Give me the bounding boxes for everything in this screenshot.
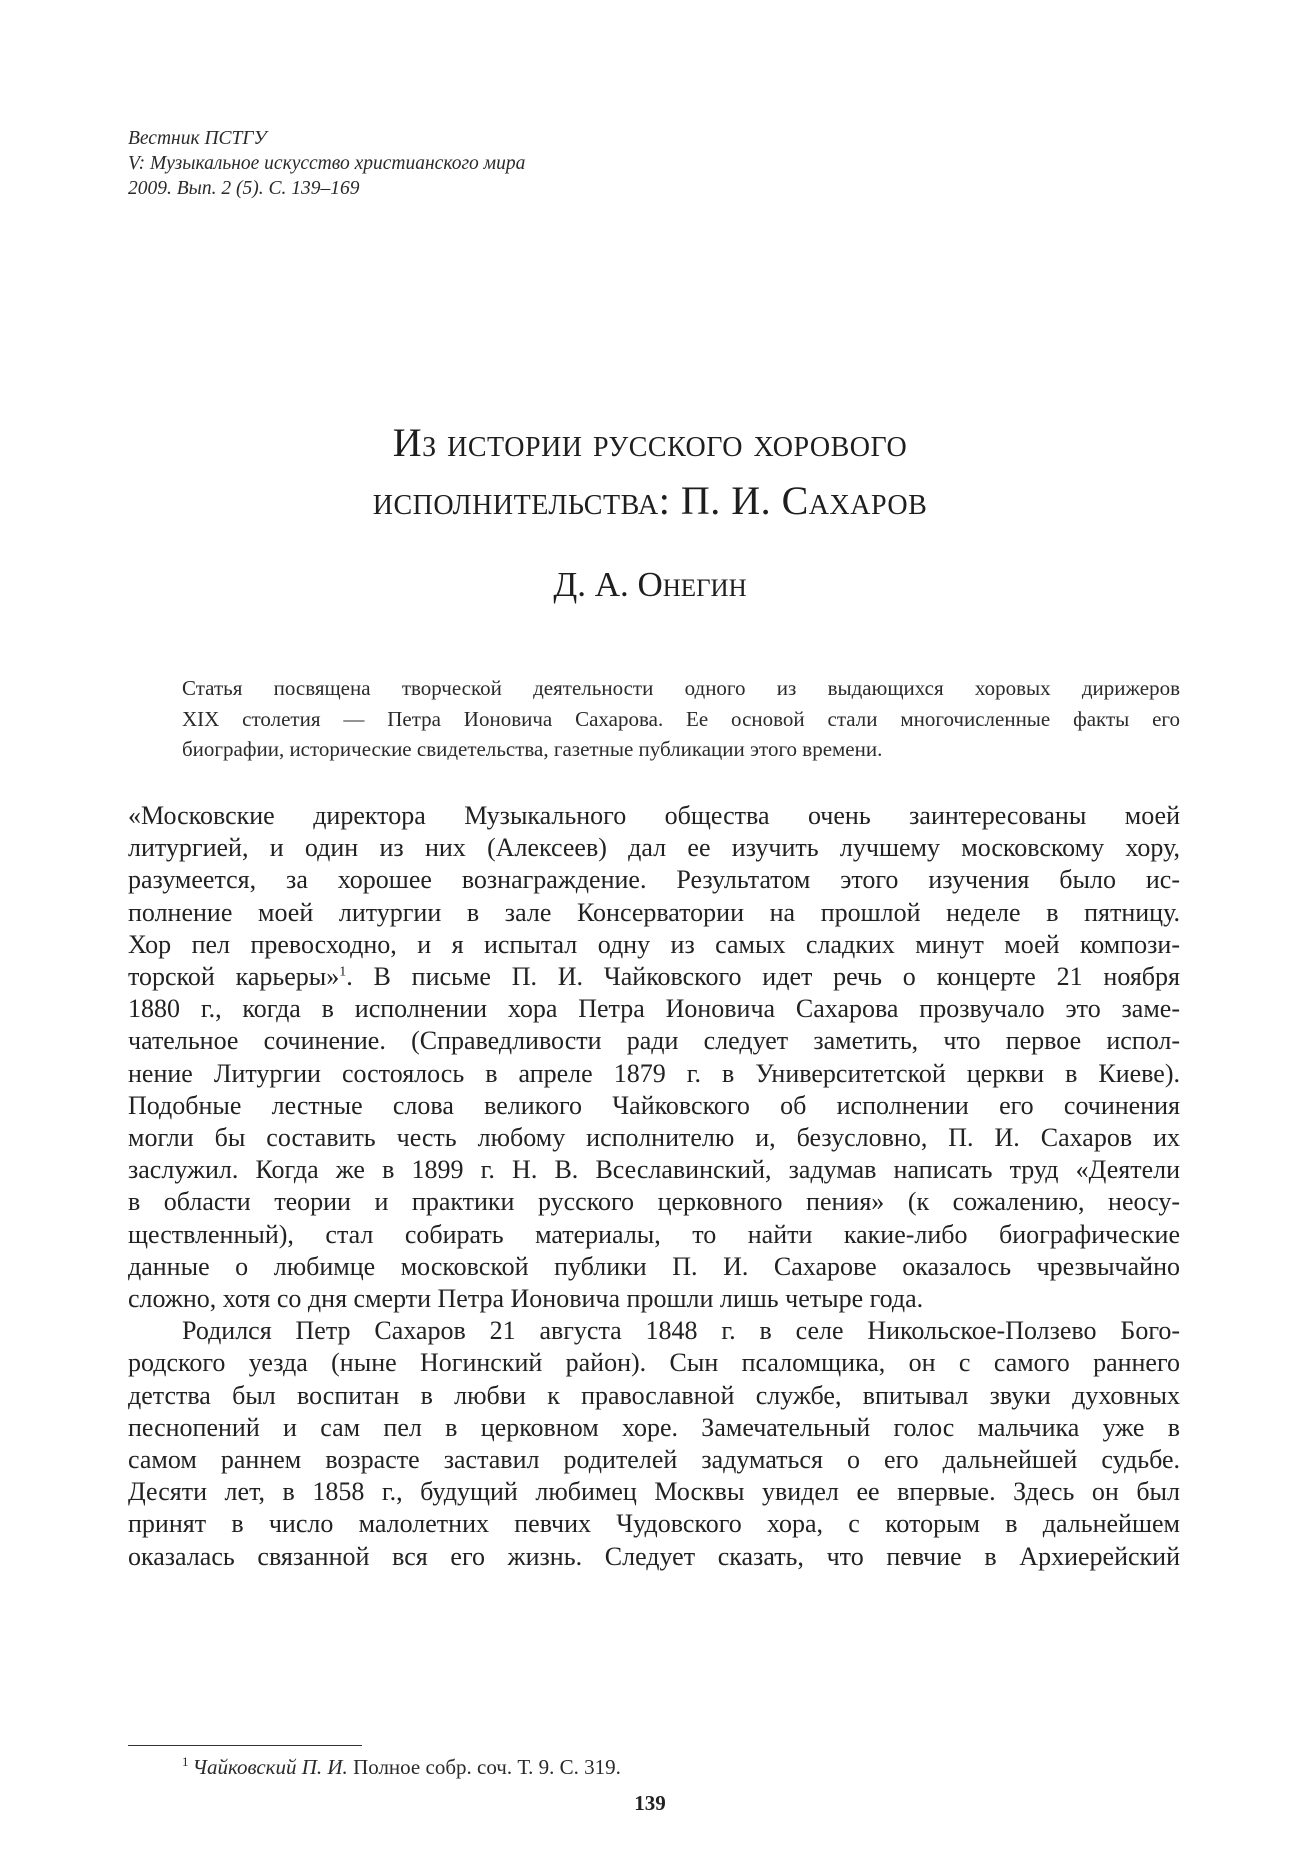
body-line-with-footnote-ref <box>128 961 1180 993</box>
body-line: Подобные лестные слова великого Чайковского об исполнении его сочинения <box>128 1090 1180 1120</box>
journal-name: Вестник ПСТГУ <box>128 128 267 149</box>
journal-issue: 2009. Вып. 2 (5). С. 139–169 <box>128 178 360 199</box>
journal-series: V: Музыкальное искусство христианского мира <box>128 153 526 174</box>
body-line: могли бы составить честь любому исполнителю и, безусловно, П. И. Сахаров их <box>128 1123 1180 1153</box>
article-title <box>0 414 1300 530</box>
article-abstract <box>182 673 1180 765</box>
body-line: принят в число малолетних певчих Чудовского хора, с которым в дальнейшем <box>128 1509 1180 1539</box>
body-line: разумеется, за хорошее вознаграждение. Результатом этого изучения было ис- <box>128 865 1180 895</box>
footnote-reference[interactable]: 1 <box>339 964 347 980</box>
article-author: Д. А. Онегин <box>553 565 747 604</box>
body-line: родского уезда (ныне Ногинский район). Сын псаломщика, он с самого раннего <box>128 1348 1180 1378</box>
journal-header <box>128 126 525 201</box>
footnote-number: 1 <box>182 1754 189 1769</box>
body-text: . В письме П. И. Чайковского идет речь о концерте 21 ноября <box>346 962 1180 992</box>
article-title-line-2: исполнительства: П. И. Сахаров <box>372 478 928 523</box>
abstract-line: Статья посвящена творческой деятельности одного из выдающихся хоровых дирижеров <box>182 676 1180 700</box>
body-line: детства был воспитан в любви к православной службе, впитывал звуки духовных <box>128 1380 1180 1410</box>
body-line: данные о любимце московской публики П. И. Сахарове оказалось чрезвычайно <box>128 1251 1180 1281</box>
body-line: литургией, и один из них (Алексеев) дал ее изучить лучшему московскому хору, <box>128 833 1180 863</box>
footnote-author: Чайковский П. И. <box>192 1755 348 1779</box>
body-text: торской карьеры» <box>128 962 340 992</box>
body-line: Родился Петр Сахаров 21 августа 1848 г. в селе Никольское-Ползево Бого- <box>182 1316 1180 1346</box>
page-number: 139 <box>634 1791 666 1815</box>
footnote-text: Полное собр. соч. Т. 9. С. 319. <box>347 1755 621 1779</box>
body-line: нение Литургии состоялось в апреле 1879 г. в Университетской церкви в Киеве). <box>128 1058 1180 1088</box>
article-title-line-1: Из истории русского хорового <box>392 420 908 465</box>
body-line: сложно, хотя со дня смерти Петра Ионовича прошли лишь четыре года. <box>128 1284 924 1314</box>
body-line: Десяти лет, в 1858 г., будущий любимец Москвы увидел ее впервые. Здесь он был <box>128 1477 1180 1507</box>
body-line: Хор пел превосходно, и я испытал одну из самых сладких минут моей компози- <box>128 929 1180 959</box>
footnote <box>182 1752 621 1782</box>
body-line: оказалась связанной вся его жизнь. Следует сказать, что певчие в Архиерейский <box>128 1541 1180 1571</box>
abstract-line: биографии, исторические свидетельства, газетные публикации этого времени. <box>182 737 883 761</box>
body-line: ществленный), стал собирать материалы, то найти какие-либо биографические <box>128 1219 1180 1249</box>
body-line: песнопений и сам пел в церковном хоре. Замечательный голос мальчика уже в <box>128 1412 1180 1442</box>
body-line: полнение моей литургии в зале Консерватории на прошлой неделе в пятницу. <box>128 897 1180 927</box>
footnote-divider <box>128 1745 362 1746</box>
body-line: 1880 г., когда в исполнении хора Петра Ионовича Сахарова прозвучало это заме- <box>128 994 1180 1024</box>
article-body <box>128 800 1180 1573</box>
body-line: чательное сочинение. (Справедливости ради следует заметить, что первое испол- <box>128 1026 1180 1056</box>
body-line: самом раннем возрасте заставил родителей задуматься о его дальнейшей судьбе. <box>128 1445 1180 1475</box>
abstract-line: XIX столетия — Петра Ионовича Сахарова. Ее основой стали многочисленные факты его <box>182 706 1180 731</box>
body-line: в области теории и практики русского церковного пения» (к сожалению, неосу- <box>128 1187 1180 1217</box>
body-line: заслужил. Когда же в 1899 г. Н. В. Всеславинский, задумав написать труд «Деятели <box>128 1155 1180 1185</box>
body-line: «Московские директора Музыкального общества очень заинтересованы моей <box>128 801 1180 830</box>
